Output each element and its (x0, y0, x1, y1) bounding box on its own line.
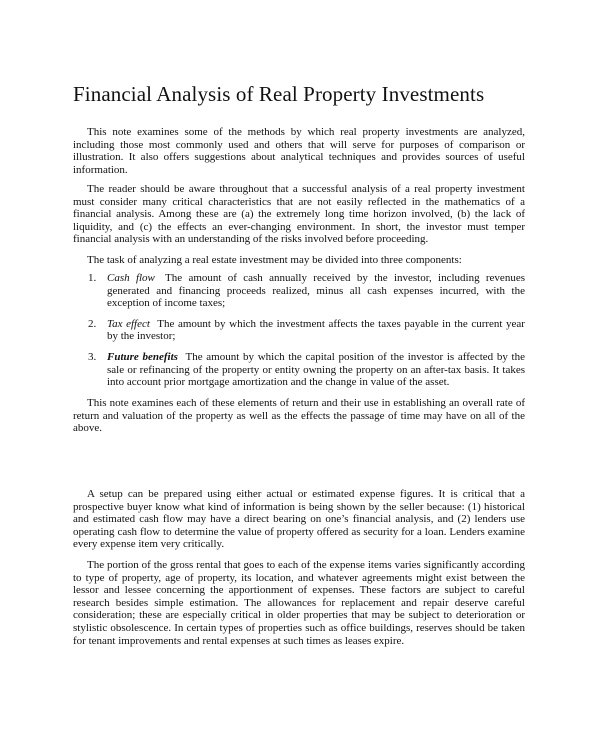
list-item-term: Cash flow (107, 272, 155, 284)
list-item-text: The amount by which the capital position of the investor is affected by the sale or refinancing of the property or entity owning the property on an after-tax basis. It takes into account prior mortgage amortization and the change in value of the asset. (107, 350, 525, 389)
list-item-term: Future benefits (107, 350, 178, 363)
list-item-number: 1. (88, 272, 97, 284)
gross-rental-paragraph: The portion of the gross rental that goes to each of the expense items varies significantly according to type of property, age of property, its location, and whatever agreements might exist between the lessor and lessee concerning the apportionment of expenses. These factors are subject to careful research besides simple estimation. The allowances for replacement and repair deserve careful consideration; these are especially critical in older properties that may be subject to deterioration or stylistic obsolescence. In certain types of properties such as office buildings, reserves should be taken for tenant improvements and rental expenses at such times as leases expire. (73, 559, 525, 647)
list-item (88, 351, 525, 389)
intro-paragraph: This note examines some of the methods by which real property investments are analyzed, including those most commonly used and others that will serve for purposes of comparison or illustration. It also offers suggestions about analytical techniques and provides sources of useful information. (73, 126, 525, 176)
list-item-number: 3. (88, 350, 97, 363)
elements-of-return-paragraph: This note examines each of these elements of return and their use in establishing an overall rate of return and valuation of the property as well as the effects the passage of time may have on all of the above. (73, 397, 525, 435)
list-item-number: 2. (88, 317, 97, 330)
list-item-text: The amount by which the investment affects the taxes payable in the current year by the investor; (107, 317, 525, 343)
list-item (88, 272, 525, 310)
components-intro-paragraph: The task of analyzing a real estate investment may be divided into three components: (87, 254, 462, 266)
list-item-term: Tax effect (107, 317, 150, 330)
setup-paragraph: A setup can be prepared using either actual or estimated expense figures. It is critical that a prospective buyer know what kind of information is being shown by the seller because: (1) historical and estimated cash flow may have a direct bearing on one’s financial analysis, and (2) lenders use operating cash flow to determine the value of property offered as security for a loan. Lenders examine every expense item very critically. (73, 488, 525, 551)
reader-awareness-paragraph: The reader should be aware throughout that a successful analysis of a real property investment must consider many critical characteristics that are not easily reflected in the mathematics of a financial analysis. Among these are (a) the extremely long time horizon involved, (b) the lack of liquidity, and (c) the effects an ever-changing environment. In short, the investor must temper financial analysis with an understanding of the risks involved before proceeding. (73, 183, 525, 246)
list-item (88, 318, 525, 343)
document-title: Financial Analysis of Real Property Investments (73, 82, 485, 106)
list-item-text: The amount of cash annually received by the investor, including revenues generated and financing proceeds realized, minus all cash expenses incurred, with the exception of income taxes; (107, 272, 525, 310)
components-list (88, 272, 525, 397)
